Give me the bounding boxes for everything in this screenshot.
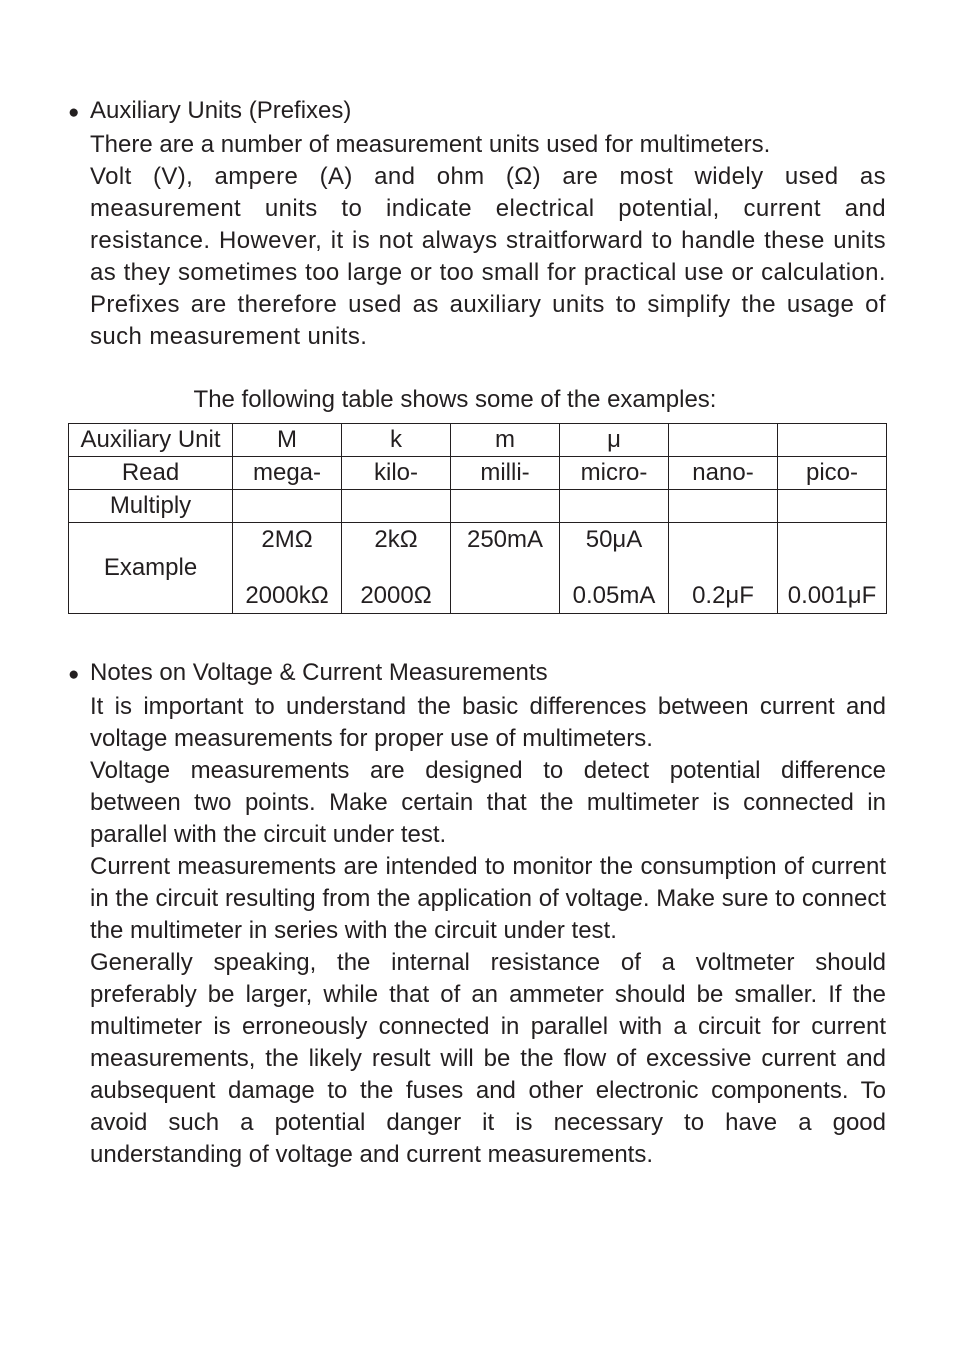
paragraph: Generally speaking, the internal resistance of a voltmeter should preferably be larger, while that of an ammeter should be smaller. If the multimeter is erroneously connected in parallel with a circuit for current measurements, the likely result will be the flow of excessive current and aubsequent damage to the fuses and other electronic components. To avoid such a potential danger it is necessary to have a good understanding of voltage and current measurements. xyxy=(90,949,886,1168)
example-value: 2000Ω xyxy=(360,582,432,609)
example-value: 2000kΩ xyxy=(245,582,329,609)
example-value: 0.05mA xyxy=(572,582,656,609)
example-value: 0.001μF xyxy=(787,582,877,609)
table-row xyxy=(69,424,887,457)
example-value: 2kΩ xyxy=(374,526,418,553)
table-cell xyxy=(451,523,560,614)
bullet-icon: ● xyxy=(68,664,80,685)
table-cell xyxy=(451,490,560,523)
example-value: 250mA xyxy=(466,526,544,553)
paragraph: Voltage measurements are designed to detect potential difference between two points. Make certain that the multimeter is connected in parallel with the circuit under test. xyxy=(90,757,886,848)
table-cell xyxy=(233,490,342,523)
table-cell xyxy=(560,490,669,523)
paragraph: Current measurements are intended to monitor the consumption of current in the circuit resulting from the application of voltage. Make sure to connect the multimeter in series with the circuit under test. xyxy=(90,853,886,944)
table-cell: milli- xyxy=(451,457,560,490)
table-cell xyxy=(669,490,778,523)
table-cell: k xyxy=(342,424,451,457)
section-auxiliary-units xyxy=(68,95,886,353)
table-cell: Read xyxy=(69,457,233,490)
table-cell: micro- xyxy=(560,457,669,490)
table-row xyxy=(69,523,887,614)
table-cell xyxy=(233,523,342,614)
table-cell: nano- xyxy=(669,457,778,490)
example-value: 50μA xyxy=(585,526,643,553)
table-cell xyxy=(669,523,778,614)
table-cell: μ xyxy=(560,424,669,457)
table-cell: Auxiliary Unit xyxy=(69,424,233,457)
paragraph: There are a number of measurement units used for multimeters. xyxy=(90,131,771,158)
table-cell: mega- xyxy=(233,457,342,490)
table-cell: M xyxy=(233,424,342,457)
heading-text: Auxiliary Units (Prefixes) xyxy=(90,97,352,124)
table-caption: The following table shows some of the examples: xyxy=(193,386,717,413)
example-value: 0.2μF xyxy=(692,582,754,609)
table-cell: Multiply xyxy=(69,490,233,523)
prefix-table xyxy=(68,423,887,614)
section-heading xyxy=(68,95,886,129)
bullet-icon: ● xyxy=(68,102,80,123)
table-cell xyxy=(778,523,887,614)
example-value: 2MΩ xyxy=(261,526,313,553)
table-row xyxy=(69,490,887,523)
section-voltage-current-notes xyxy=(68,657,886,1171)
table-cell xyxy=(342,490,451,523)
table-cell xyxy=(778,424,887,457)
table-cell: kilo- xyxy=(342,457,451,490)
paragraph: It is important to understand the basic differences between current and voltage measurements for proper use of multimeters. xyxy=(90,693,886,752)
heading-text: Notes on Voltage & Current Measurements xyxy=(90,659,548,686)
table-cell: m xyxy=(451,424,560,457)
table-cell xyxy=(342,523,451,614)
table-cell xyxy=(669,424,778,457)
paragraph: Volt (V), ampere (A) and ohm (Ω) are most widely used as measurement units to indicate electrical potential, current and resistance. However, it is not always straitforward to handle these units as they sometimes too large or too small for practical use or calculation. Prefixes are therefore used as auxiliary units to simplify the usage of such measurement units. xyxy=(90,163,886,350)
table-cell xyxy=(560,523,669,614)
table-cell xyxy=(778,490,887,523)
section-heading xyxy=(68,657,886,691)
table-cell: Example xyxy=(69,523,233,614)
table-cell: pico- xyxy=(778,457,887,490)
table-row xyxy=(69,457,887,490)
